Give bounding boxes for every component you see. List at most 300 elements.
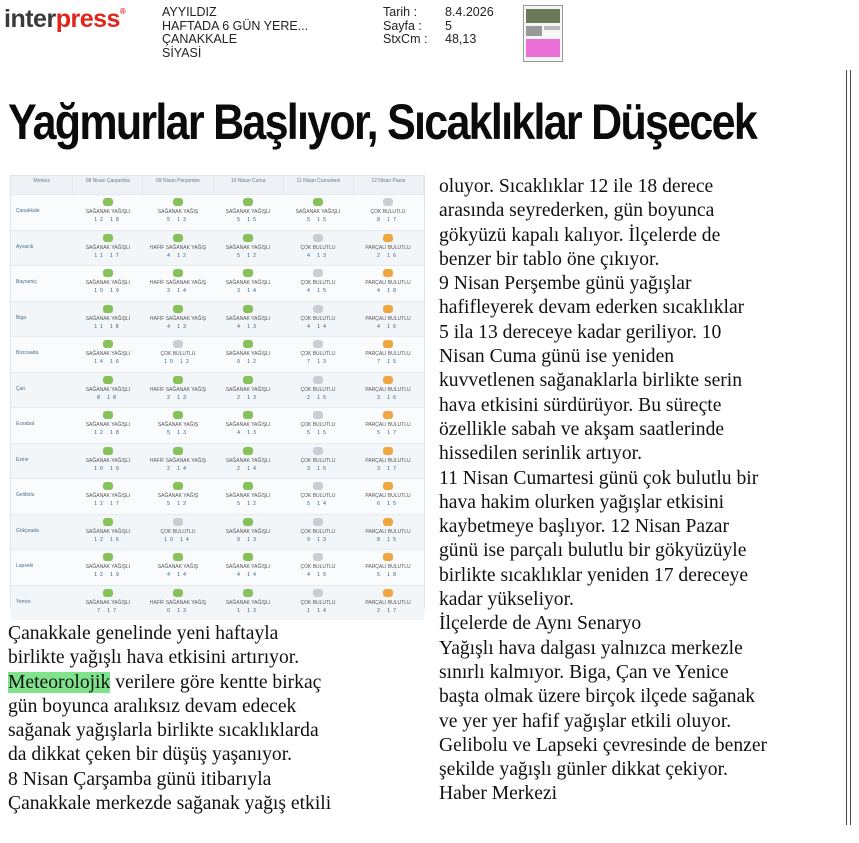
forecast-temps: 4 12	[167, 252, 189, 259]
forecast-condition: ÇOK BULUTLU	[370, 209, 406, 215]
page-thumbnail[interactable]	[523, 5, 563, 62]
forecast-cell	[283, 373, 353, 408]
forecast-condition: SAĞANAK YAĞIŞ	[157, 493, 199, 499]
forecast-temps: 4 13	[237, 430, 259, 436]
forecast-condition: ÇOK BULUTLU	[300, 564, 336, 570]
partly-cloudy-icon	[383, 482, 393, 490]
forecast-row	[11, 443, 424, 479]
cloud-icon	[313, 234, 323, 242]
article-line: özellikle sabah ve akşam saatlerinde	[439, 418, 725, 440]
forecast-condition: SAĞANAK YAĞIŞLI	[85, 457, 131, 464]
rain-icon	[243, 305, 253, 313]
logo-mark: ®	[119, 7, 126, 16]
article-line: 8 Nisan Çarşamba günü itibarıyla	[8, 768, 272, 790]
forecast-condition: SAĞANAK YAĞIŞ	[157, 422, 199, 428]
forecast-condition: PARÇALI BULUTLU	[365, 457, 411, 464]
forecast-city: Gelibolu	[16, 492, 35, 498]
forecast-temps: 0 13	[167, 607, 189, 614]
partly-cloudy-icon	[383, 411, 393, 419]
rain-icon	[243, 198, 253, 206]
forecast-cell	[143, 337, 213, 372]
forecast-cell	[143, 373, 213, 408]
forecast-temps: 5 17	[377, 430, 399, 436]
forecast-temps: 8 17	[377, 217, 399, 223]
forecast-temps: 10 14	[164, 536, 192, 543]
forecast-condition: PARÇALI BULUTLU	[365, 493, 411, 499]
forecast-row	[11, 407, 424, 443]
rain-icon	[103, 589, 113, 597]
forecast-cell	[353, 550, 423, 585]
forecast-condition: HAFİF SAĞANAK YAĞIŞ	[149, 386, 207, 393]
forecast-temps: 11 18	[94, 323, 122, 330]
forecast-header-row	[11, 176, 424, 194]
forecast-condition: PARÇALI BULUTLU	[365, 244, 411, 251]
rain-icon	[243, 340, 253, 348]
rain-icon	[173, 234, 183, 242]
cloud-icon	[313, 305, 323, 313]
publication-city: ÇANAKKALE	[162, 32, 238, 46]
forecast-row	[11, 230, 424, 266]
forecast-cell	[213, 550, 283, 585]
forecast-row	[11, 585, 424, 621]
forecast-temps: 8 18	[97, 394, 119, 401]
forecast-condition: SAĞANAK YAĞIŞLI	[85, 315, 131, 322]
forecast-temps: 4 15	[307, 288, 329, 294]
forecast-temps: 10 12	[164, 359, 192, 365]
forecast-cell	[143, 408, 213, 443]
forecast-cell	[213, 337, 283, 372]
rain-icon	[173, 482, 183, 490]
forecast-condition: SAĞANAK YAĞIŞLI	[85, 351, 131, 357]
forecast-condition: SAĞANAK YAĞIŞLI	[85, 564, 131, 570]
article-line: hafifleyerek devam ederken sıcaklıklar	[439, 297, 745, 319]
forecast-temps: 14 16	[94, 359, 122, 365]
forecast-condition: SAĞANAK YAĞIŞLI	[225, 493, 271, 499]
clipping-info	[383, 6, 494, 47]
forecast-condition: SAĞANAK YAĞIŞLI	[85, 422, 131, 428]
forecast-city: Gökçeada	[16, 527, 39, 534]
forecast-cell	[143, 195, 213, 230]
rain-icon	[243, 518, 253, 526]
forecast-cell	[213, 266, 283, 301]
forecast-cell	[353, 373, 423, 408]
forecast-temps: 3 14	[167, 288, 189, 294]
forecast-temps: 3 15	[307, 465, 329, 472]
publication-section: SİYASİ	[162, 45, 202, 60]
rain-icon	[243, 269, 253, 277]
date-label: Tarih :	[383, 5, 418, 19]
forecast-temps: 4 15	[307, 572, 329, 578]
cloud-icon	[383, 198, 393, 206]
forecast-cell	[283, 444, 353, 479]
forecast-header-cell: Merkez	[11, 176, 73, 194]
forecast-condition: HAFİF SAĞANAK YAĞIŞ	[149, 244, 207, 251]
forecast-city: Ezine	[16, 456, 29, 463]
forecast-condition: PARÇALI BULUTLU	[365, 280, 411, 286]
forecast-condition: SAĞANAK YAĞIŞLI	[225, 315, 271, 322]
article-line: da dikkat çeken bir düşüş yaşanıyor.	[8, 744, 293, 766]
forecast-city: Çan	[16, 385, 26, 392]
forecast-cell	[283, 302, 353, 337]
forecast-temps: 5 18	[377, 572, 399, 578]
article-line: günü ise parçalı bulutlu bir gökyüzüyle	[439, 540, 747, 562]
forecast-temps: 4 14	[237, 572, 259, 578]
forecast-condition: ÇOK BULUTLU	[300, 528, 336, 535]
rain-icon	[243, 376, 253, 384]
forecast-temps: 2 17	[377, 607, 399, 614]
forecast-cell	[73, 444, 143, 479]
rain-icon	[103, 305, 113, 313]
forecast-cell	[213, 444, 283, 479]
forecast-condition: SAĞANAK YAĞIŞLI	[295, 209, 341, 215]
article-line-rest: verilere göre kentte birkaç	[110, 671, 322, 693]
article-line: birlikte sıcaklıklar yeniden 17 dereceye	[439, 564, 749, 586]
article-line: Çanakkale merkezde sağanak yağış etkili	[8, 793, 332, 815]
forecast-city: Çanakkale	[16, 208, 40, 214]
forecast-condition: SAĞANAK YAĞIŞLI	[225, 457, 271, 464]
forecast-city: Eceabat	[16, 421, 35, 427]
forecast-temps: 3 16	[377, 394, 399, 401]
forecast-cell	[283, 408, 353, 443]
forecast-condition: SAĞANAK YAĞIŞLI	[85, 386, 131, 393]
partly-cloudy-icon	[383, 518, 393, 526]
article-line: şekilde yağışlı günler dikkat çekiyor.	[439, 759, 728, 781]
forecast-temps: 7 17	[97, 607, 119, 614]
weather-forecast-table	[10, 175, 425, 614]
publication-name: AYYILDIZ	[162, 5, 217, 19]
article-line: 11 Nisan Cumartesi günü çok bulutlu bir	[439, 467, 759, 489]
forecast-cell	[73, 195, 143, 230]
forecast-header-cell: 08 Nisan Çarşamba	[73, 176, 143, 194]
clipping-header	[0, 0, 859, 70]
forecast-cell	[73, 373, 143, 408]
forecast-cell	[353, 231, 423, 266]
forecast-condition: PARÇALI BULUTLU	[365, 564, 411, 570]
forecast-body	[11, 194, 424, 620]
forecast-condition: SAĞANAK YAĞIŞLI	[225, 244, 271, 251]
forecast-header-cell: 10 Nisan Cuma	[214, 176, 284, 194]
thumbnail-block	[544, 26, 560, 30]
cloud-icon	[313, 589, 323, 597]
forecast-cell	[353, 408, 423, 443]
article-column-left	[8, 622, 428, 816]
article-line: benzer bir tablo öne çıkıyor.	[439, 248, 660, 270]
forecast-temps: 9 13	[307, 536, 329, 543]
forecast-city: Bozcaada	[16, 350, 39, 356]
forecast-cell	[353, 515, 423, 550]
article-line: Haber Merkezi	[439, 783, 558, 805]
forecast-condition: SAĞANAK YAĞIŞLI	[225, 564, 271, 570]
forecast-header-cell: 09 Nisan Perşembe	[143, 176, 213, 194]
article-line: gün boyunca aralıksız devam edecek	[8, 695, 297, 717]
date-value: 8.4.2026	[445, 5, 494, 19]
article-line: Gelibolu ve Lapseki çevresinde de benzer	[439, 734, 768, 756]
forecast-temps: 5 15	[307, 217, 329, 223]
rain-icon	[243, 482, 253, 490]
forecast-cell	[283, 337, 353, 372]
article-line: gökyüzü kapalı kalıyor. İlçelerde de	[439, 224, 721, 246]
forecast-temps: 2 13	[237, 394, 259, 401]
thumbnail-photo	[526, 9, 560, 23]
cloud-icon	[313, 340, 323, 348]
logo-main: inter	[4, 5, 56, 33]
page-label: Sayfa :	[383, 18, 422, 33]
forecast-city: Lapseki	[16, 563, 34, 569]
rain-icon	[103, 411, 113, 419]
rain-icon	[103, 553, 113, 561]
forecast-cell	[213, 586, 283, 621]
forecast-condition: HAFİF SAĞANAK YAĞIŞ	[149, 315, 207, 322]
article-line	[8, 671, 428, 695]
forecast-cell	[73, 479, 143, 514]
rain-icon	[243, 411, 253, 419]
forecast-temps: 9 12	[237, 359, 259, 365]
forecast-temps: 5 12	[237, 252, 259, 259]
cloud-icon	[313, 411, 323, 419]
forecast-temps: 7 13	[307, 359, 329, 365]
forecast-cell	[353, 586, 423, 621]
forecast-temps: 12 16	[94, 536, 122, 543]
forecast-temps: 5 12	[167, 501, 189, 507]
forecast-cell	[283, 515, 353, 550]
forecast-cell	[143, 302, 213, 337]
article-line: kaybetmeye başlıyor. 12 Nisan Pazar	[439, 516, 730, 538]
logo-accent: press	[55, 5, 120, 33]
rain-icon	[103, 482, 113, 490]
forecast-cell	[283, 479, 353, 514]
article-line: Yağışlı hava dalgası yalnızca merkezle	[439, 637, 743, 659]
forecast-cell	[213, 302, 283, 337]
forecast-temps: 5 15	[237, 217, 259, 223]
cloud-icon	[313, 269, 323, 277]
forecast-temps: 5 13	[167, 430, 189, 436]
forecast-row	[11, 372, 424, 408]
forecast-condition: SAĞANAK YAĞIŞLI	[85, 244, 131, 251]
forecast-condition: SAĞANAK YAĞIŞLI	[85, 209, 131, 215]
forecast-cell	[143, 479, 213, 514]
forecast-cell	[353, 479, 423, 514]
rain-icon	[103, 198, 113, 206]
rain-icon	[173, 269, 183, 277]
forecast-condition: PARÇALI BULUTLU	[365, 599, 411, 606]
forecast-cell	[353, 337, 423, 372]
forecast-cell	[73, 550, 143, 585]
article-line: kadar yükseliyor.	[439, 589, 574, 611]
cloud-icon	[173, 340, 183, 348]
forecast-temps: 4 13	[167, 323, 189, 330]
article-column-right	[439, 175, 839, 807]
forecast-condition: SAĞANAK YAĞIŞLI	[225, 528, 271, 535]
forecast-temps: 2 15	[307, 394, 329, 401]
rain-icon	[103, 518, 113, 526]
forecast-condition: ÇOK BULUTLU	[300, 315, 336, 322]
forecast-temps: 11 17	[94, 252, 122, 259]
forecast-condition: SAĞANAK YAĞIŞ	[157, 209, 199, 215]
forecast-condition: SAĞANAK YAĞIŞ	[157, 564, 199, 570]
forecast-city: Ayvacık	[16, 243, 34, 250]
forecast-temps: 3 17	[377, 465, 399, 472]
forecast-cell	[73, 408, 143, 443]
forecast-row	[11, 514, 424, 550]
forecast-temps: 3 14	[237, 288, 259, 294]
forecast-condition: HAFİF SAĞANAK YAĞIŞ	[149, 599, 207, 606]
article-line: sağanak yağışlarla birlikte sıcaklıklarda	[8, 720, 319, 742]
forecast-condition: PARÇALI BULUTLU	[365, 351, 411, 357]
forecast-cell	[283, 231, 353, 266]
forecast-city: Bayramiç	[16, 279, 37, 285]
partly-cloudy-icon	[383, 234, 393, 242]
forecast-condition: SAĞANAK YAĞIŞLI	[225, 209, 271, 215]
article-line: birlikte yağışlı hava etkisini artırıyor.	[8, 647, 300, 669]
forecast-row	[11, 301, 424, 337]
forecast-row	[11, 265, 424, 301]
forecast-cell	[73, 302, 143, 337]
stxcm-label: StxCm :	[383, 32, 428, 46]
forecast-row	[11, 549, 424, 585]
forecast-condition: ÇOK BULUTLU	[160, 351, 196, 357]
highlighted-keyword: Meteorolojik	[8, 671, 111, 693]
forecast-condition: PARÇALI BULUTLU	[365, 528, 411, 535]
forecast-temps: 6 15	[377, 501, 399, 507]
forecast-cell	[213, 515, 283, 550]
forecast-temps: 5 15	[307, 430, 329, 436]
forecast-cell	[73, 515, 143, 550]
forecast-condition: PARÇALI BULUTLU	[365, 422, 411, 428]
forecast-temps: 2 14	[237, 465, 259, 472]
article-line: kuvvetlenen sağanaklarla birlikte serin	[439, 370, 743, 392]
rain-icon	[173, 305, 183, 313]
forecast-cell	[143, 515, 213, 550]
forecast-cell	[143, 586, 213, 621]
publication-meta	[162, 6, 308, 60]
forecast-condition: ÇOK BULUTLU	[300, 599, 336, 606]
rain-icon	[103, 340, 113, 348]
forecast-cell	[283, 266, 353, 301]
article-line: hava hakim olurken yağışlar etkisini	[439, 491, 725, 513]
forecast-condition: PARÇALI BULUTLU	[365, 315, 411, 322]
forecast-temps: 9 13	[237, 536, 259, 543]
forecast-temps: 4 16	[377, 323, 399, 330]
rain-icon	[103, 376, 113, 384]
rain-icon	[103, 269, 113, 277]
forecast-temps: 1 13	[237, 607, 259, 614]
forecast-cell	[353, 195, 423, 230]
forecast-condition: SAĞANAK YAĞIŞLI	[225, 599, 271, 606]
forecast-cell	[73, 586, 143, 621]
forecast-cell	[143, 231, 213, 266]
rain-icon	[243, 553, 253, 561]
cloud-icon	[173, 518, 183, 526]
forecast-temps: 5 14	[307, 501, 329, 507]
forecast-condition: SAĞANAK YAĞIŞLI	[225, 386, 271, 393]
forecast-row	[11, 478, 424, 514]
rain-icon	[243, 589, 253, 597]
forecast-cell	[143, 444, 213, 479]
forecast-condition: SAĞANAK YAĞIŞLI	[85, 599, 131, 606]
forecast-cell	[73, 266, 143, 301]
forecast-temps: 4 14	[167, 572, 189, 578]
thumbnail-highlight	[526, 39, 560, 57]
forecast-temps: 8 15	[377, 536, 399, 543]
forecast-condition: ÇOK BULUTLU	[300, 457, 336, 464]
stxcm-value: 48,13	[445, 32, 477, 46]
forecast-temps: 10 19	[94, 465, 122, 472]
page-edge-rule	[846, 70, 851, 825]
forecast-temps: 5 12	[237, 501, 259, 507]
cloud-icon	[313, 518, 323, 526]
rain-icon	[103, 447, 113, 455]
thumbnail-block	[526, 26, 542, 36]
rain-icon	[173, 589, 183, 597]
forecast-condition: HAFİF SAĞANAK YAĞIŞ	[149, 457, 207, 464]
rain-icon	[173, 411, 183, 419]
forecast-temps: 10 19	[94, 288, 122, 294]
forecast-condition: SAĞANAK YAĞIŞLI	[225, 422, 271, 428]
cloud-icon	[313, 376, 323, 384]
article-line: ve yer yer hafif yağışlar etkili oluyor.	[439, 710, 732, 732]
forecast-condition: SAĞANAK YAĞIŞLI	[225, 351, 271, 357]
cloud-icon	[313, 447, 323, 455]
rain-icon	[173, 376, 183, 384]
page-value: 5	[445, 18, 452, 33]
forecast-condition: ÇOK BULUTLU	[300, 493, 336, 499]
partly-cloudy-icon	[383, 589, 393, 597]
forecast-city: Yenice	[16, 598, 31, 605]
forecast-condition: HAFİF SAĞANAK YAĞIŞ	[149, 280, 207, 286]
article-line: oluyor. Sıcaklıklar 12 ile 18 derece	[439, 176, 714, 197]
interpress-logo	[4, 5, 125, 34]
article-line: 5 ila 13 dereceye kadar geriliyor. 10	[439, 321, 722, 343]
forecast-temps: 7 15	[377, 359, 399, 365]
forecast-cell	[213, 373, 283, 408]
publication-subtitle: HAFTADA 6 GÜN YERE...	[162, 18, 309, 33]
partly-cloudy-icon	[383, 269, 393, 277]
forecast-temps: 1 14	[307, 607, 329, 614]
forecast-condition: SAĞANAK YAĞIŞLI	[85, 493, 131, 499]
rain-icon	[173, 447, 183, 455]
cloud-icon	[313, 553, 323, 561]
forecast-temps: 4 18	[377, 288, 399, 294]
article-line: hissedilen serinlik artıyor.	[439, 443, 642, 465]
forecast-temps: 2 13	[167, 394, 189, 401]
rain-icon	[173, 553, 183, 561]
article-line: arasında seyrederken, gün boyunca	[439, 200, 715, 222]
forecast-temps: 2 16	[377, 252, 399, 259]
article-line: İlçelerde de Aynı Senaryo	[439, 613, 642, 635]
forecast-cell	[143, 266, 213, 301]
forecast-temps: 12 19	[94, 572, 122, 578]
partly-cloudy-icon	[383, 305, 393, 313]
forecast-condition: ÇOK BULUTLU	[300, 386, 336, 393]
forecast-temps: 4 13	[307, 252, 329, 259]
rain-icon	[243, 234, 253, 242]
article-line: Nisan Cuma günü ise yeniden	[439, 346, 675, 368]
forecast-condition: SAĞANAK YAĞIŞLI	[85, 528, 131, 535]
forecast-cell	[213, 195, 283, 230]
forecast-cell	[213, 231, 283, 266]
partly-cloudy-icon	[383, 553, 393, 561]
forecast-temps: 12 18	[94, 430, 122, 436]
forecast-temps: 12 17	[94, 501, 122, 507]
forecast-header-cell: 11 Nisan Cumartesi	[284, 176, 354, 194]
forecast-condition: ÇOK BULUTLU	[300, 280, 336, 286]
cloud-icon	[313, 482, 323, 490]
forecast-condition: ÇOK BULUTLU	[300, 422, 336, 428]
forecast-cell	[283, 550, 353, 585]
forecast-condition: ÇOK BULUTLU	[300, 351, 336, 357]
forecast-temps: 12 18	[94, 217, 122, 223]
forecast-temps: 2 14	[167, 465, 189, 472]
